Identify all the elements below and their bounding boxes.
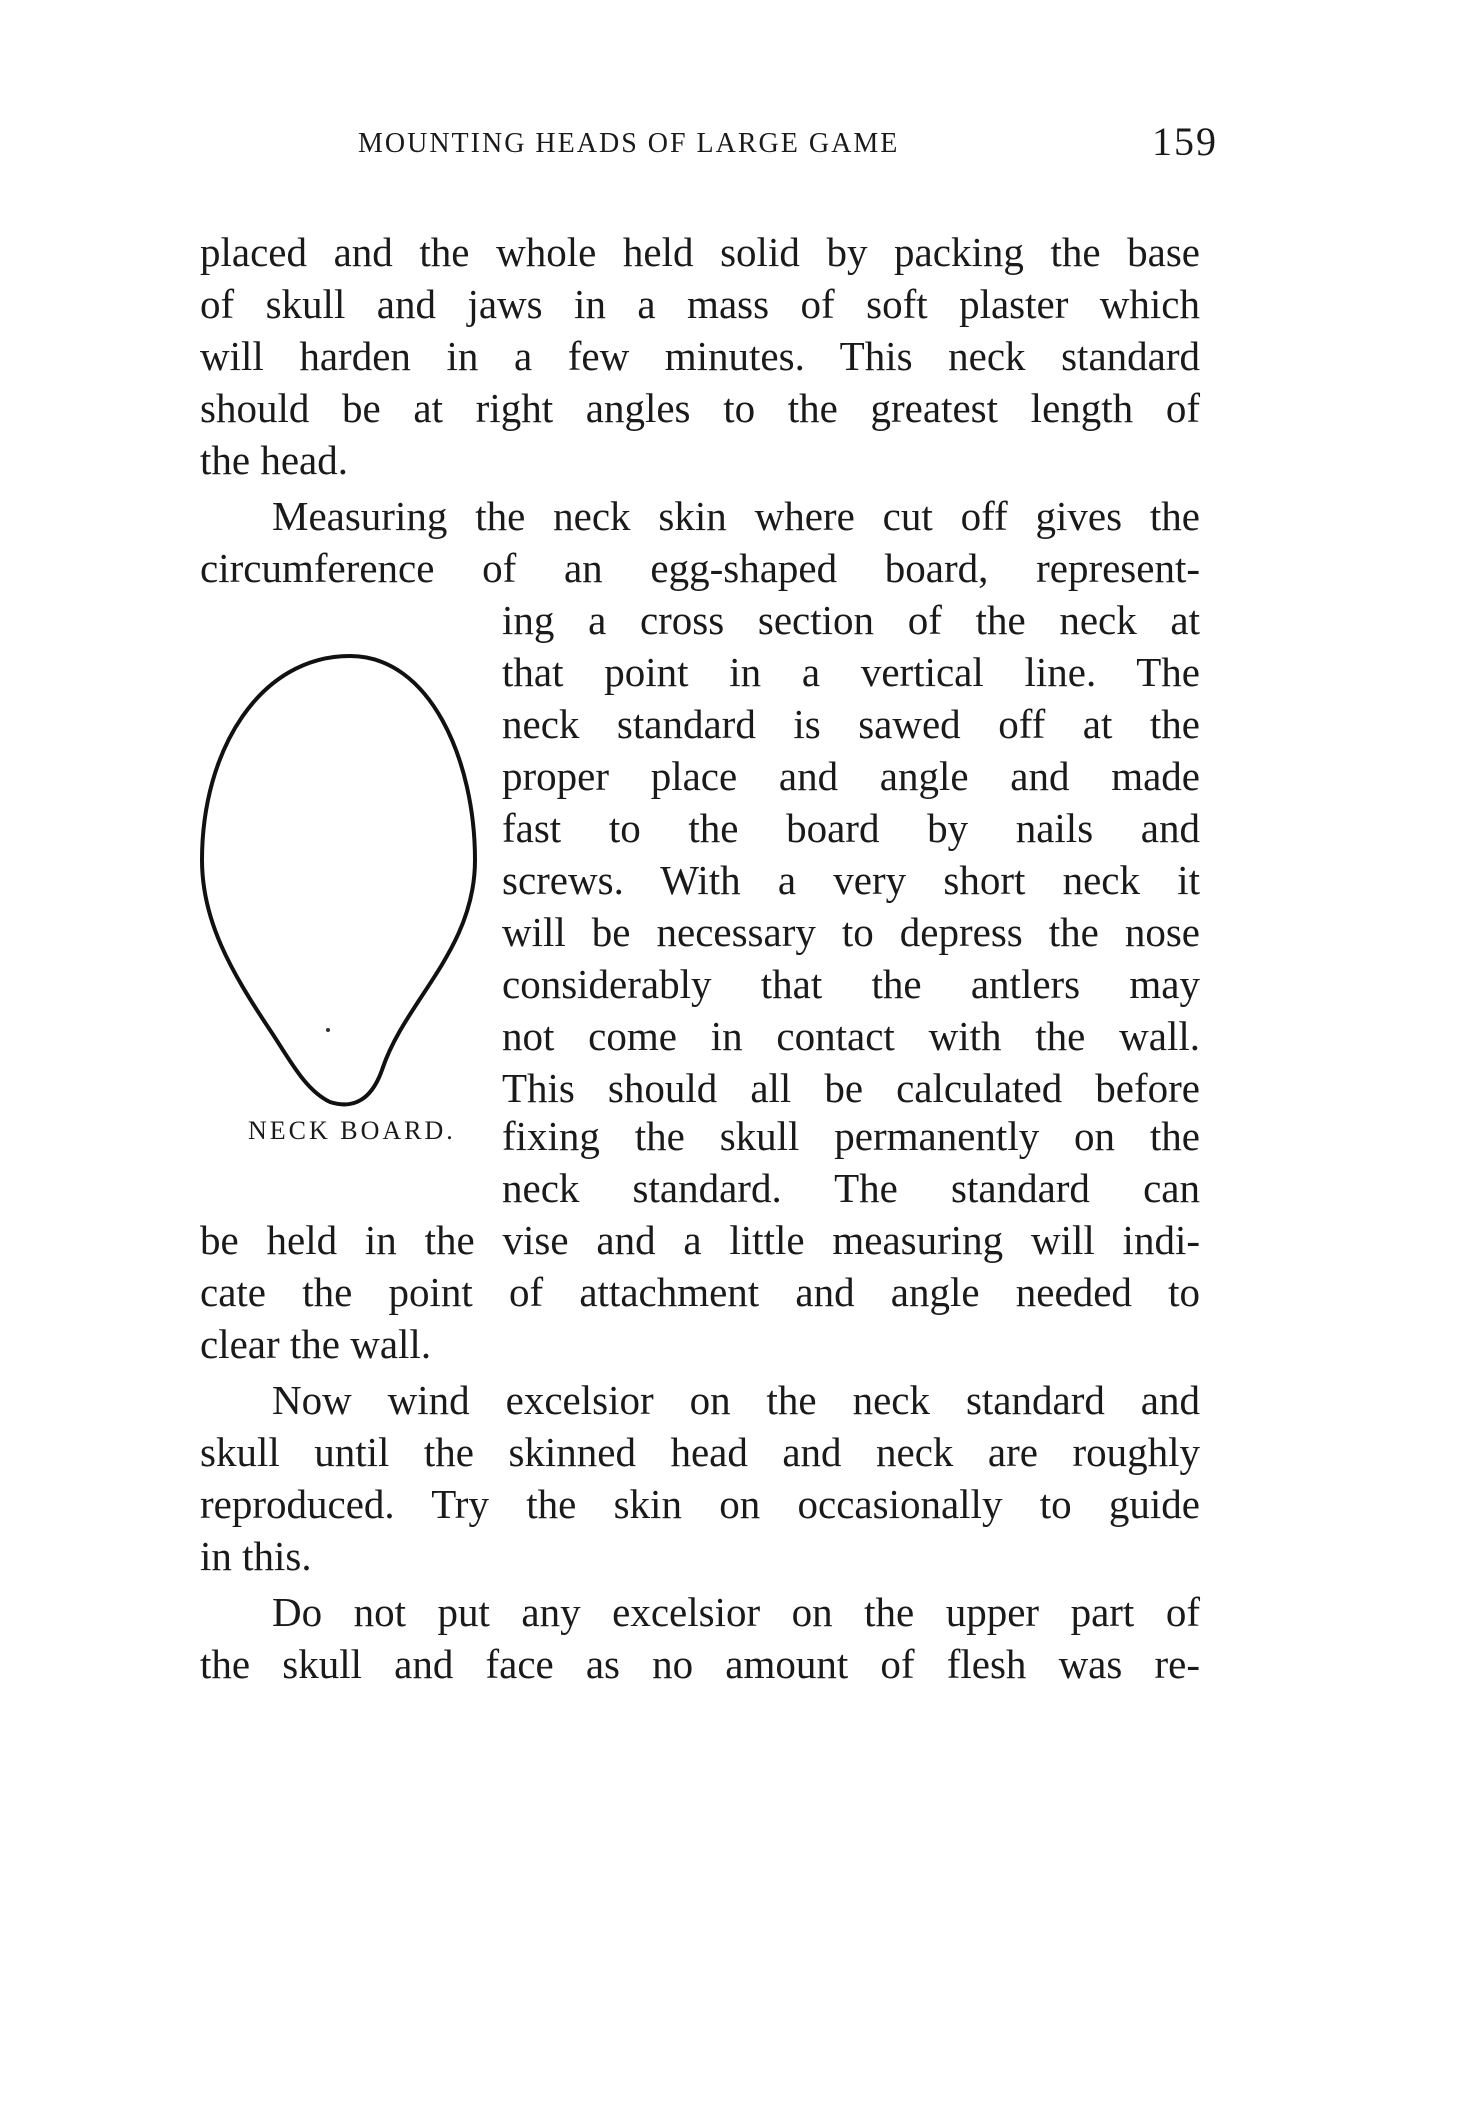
- text-line: reproduced. Try the skin on occasionally to guide: [200, 1481, 1200, 1527]
- neck-board-outline: [202, 656, 475, 1104]
- text-line: that point in a vertical line. The: [502, 649, 1200, 695]
- text-line: skull until the skinned head and neck are roughly: [200, 1429, 1200, 1475]
- text-line: cate the point of attachment and angle needed to: [200, 1269, 1200, 1315]
- text-line: neck standard. The standard can: [502, 1165, 1200, 1211]
- stray-dot: [326, 1028, 330, 1032]
- text-line: proper place and angle and made: [502, 753, 1200, 799]
- text-line: should be at right angles to the greatest length of: [200, 385, 1200, 431]
- text-line: fixing the skull permanently on the: [502, 1113, 1200, 1159]
- text-line: placed and the whole held solid by packing the base: [200, 229, 1200, 275]
- text-line: screws. With a very short neck it: [502, 857, 1200, 903]
- figure-caption: NECK BOARD.: [248, 1116, 456, 1145]
- text-line: Now wind excelsior on the neck standard and: [272, 1377, 1200, 1423]
- text-line: the skull and face as no amount of flesh was re-: [200, 1641, 1200, 1687]
- text-line: Do not put any excelsior on the upper part of: [272, 1589, 1200, 1635]
- text-line: not come in contact with the wall.: [502, 1013, 1200, 1059]
- page-number: 159: [1152, 119, 1218, 164]
- text-line: in this.: [200, 1533, 312, 1579]
- text-line: be held in the vise and a little measuring will indi-: [200, 1217, 1200, 1263]
- text-line: ing a cross section of the neck at: [502, 597, 1200, 643]
- neck-board-figure: [190, 650, 490, 1120]
- text-line: considerably that the antlers may: [502, 961, 1200, 1007]
- running-title: MOUNTING HEADS OF LARGE GAME: [358, 128, 900, 159]
- text-line: of skull and jaws in a mass of soft plaster which: [200, 281, 1200, 327]
- text-line: the head.: [200, 437, 348, 483]
- text-line: This should all be calculated before: [502, 1065, 1200, 1111]
- text-line: will harden in a few minutes. This neck standard: [200, 333, 1200, 379]
- text-line: circumference of an egg-shaped board, represent-: [200, 545, 1200, 591]
- text-line: neck standard is sawed off at the: [502, 701, 1200, 747]
- text-line: fast to the board by nails and: [502, 805, 1200, 851]
- page-header: [358, 118, 1218, 178]
- text-line: Measuring the neck skin where cut off gives the: [272, 493, 1200, 539]
- text-line: will be necessary to depress the nose: [502, 909, 1200, 955]
- text-line: clear the wall.: [200, 1321, 432, 1367]
